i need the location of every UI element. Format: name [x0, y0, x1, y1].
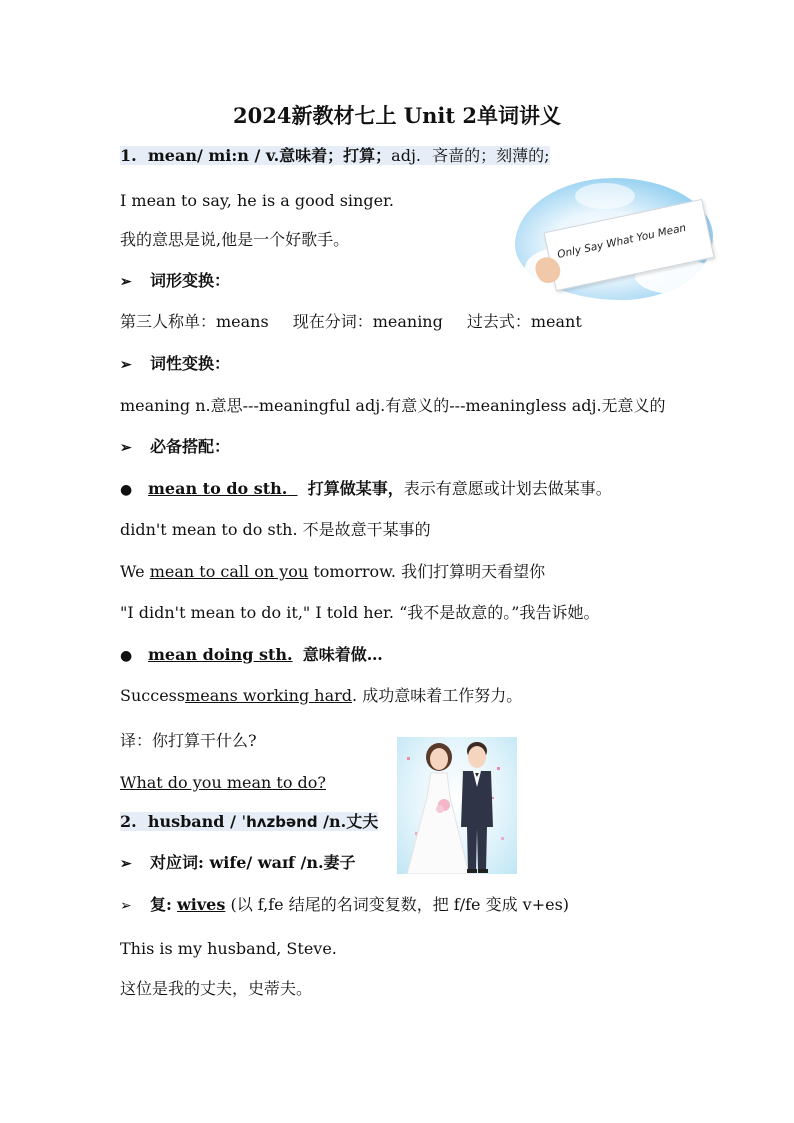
phrase2-example: Successmeans working hard. 成功意味着工作努力。 — [120, 686, 523, 705]
phrase1-example2: We mean to call on you tomorrow. 我们打算明天看望你 — [120, 562, 546, 581]
phrase1-line: ● mean to do sth. 打算做某事，表示有意愿或计划去做某事。 — [120, 478, 612, 501]
entry2-example-en: This is my husband, Steve. — [120, 939, 337, 958]
arrow-bullet-icon: ➢ — [120, 357, 132, 373]
derivation-line: meaning n.意思---meaningful adj.有意义的---meaningless adj.无意义的 — [120, 396, 666, 415]
arrow-bullet-icon: ➢ — [120, 274, 132, 290]
entry1-heading — [120, 145, 550, 167]
forms-heading: ➢ 词形变换： — [120, 270, 230, 293]
dot-bullet-icon: ● — [120, 482, 133, 498]
entry1-heading-highlight: 1. mean/ mi:n / v.意味着；打算；adj. 吝啬的；刻薄的; — [120, 146, 550, 165]
phrase2-line: ● mean doing sth. 意味着做… — [120, 644, 383, 667]
entry2-heading — [120, 811, 378, 833]
collocation-heading: ➢ 必备搭配： — [120, 436, 230, 459]
entry2-heading-highlight: 2. husband / ˈhʌzbənd /n.丈夫 — [120, 812, 379, 831]
arrow-bullet-icon: ➢ — [120, 898, 132, 914]
forms-line: 第三人称单：means 现在分词：meaning 过去式：meant — [120, 312, 582, 331]
plural-line: ➢ 复: wives (以 f,fe 结尾的名词变复数，把 f/fe 变成 v+es) — [120, 894, 569, 917]
wedding-couple-illustration — [397, 737, 517, 874]
sign-text: Only Say What You Mean — [556, 221, 688, 261]
phrase1-example1: didn't mean to do sth. 不是故意干某事的 — [120, 520, 431, 539]
page-title: 2024新教材七上 Unit 2单词讲义 — [233, 103, 561, 128]
arrow-bullet-icon: ➢ — [120, 440, 132, 456]
phrase1-example3: "I didn't mean to do it," I told her. “我不是故意的。”我告诉她。 — [120, 603, 600, 622]
counterpart-line: ➢ 对应词: wife/ waɪf /n.妻子 — [120, 852, 356, 875]
translate-answer: What do you mean to do? — [120, 773, 326, 792]
dot-bullet-icon: ● — [120, 648, 133, 664]
entry1-example-en: I mean to say, he is a good singer. — [120, 191, 395, 210]
derivation-heading: ➢ 词性变换： — [120, 353, 230, 376]
entry1-example-cn: 我的意思是说,他是一个好歌手。 — [120, 230, 350, 249]
wedding-couple-svg — [397, 737, 517, 874]
entry2-example-cn: 这位是我的丈夫，史蒂夫。 — [120, 979, 313, 998]
arrow-bullet-icon: ➢ — [120, 856, 132, 872]
translate-question: 译：你打算干什么? — [120, 731, 257, 750]
